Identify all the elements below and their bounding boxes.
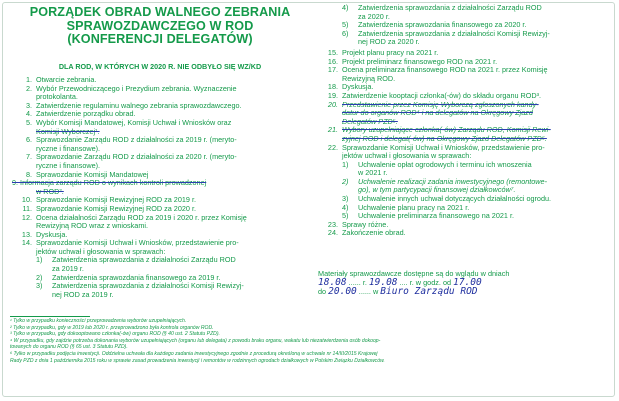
text-r: r.	[362, 278, 367, 287]
footnote-divider	[10, 316, 90, 317]
subitem-number: 5)	[342, 211, 349, 221]
subitem-text: Uchwalenie opłat ogrodowych i terminu ich wnoszenia	[358, 159, 532, 169]
item-number: 13.	[21, 229, 32, 239]
materials-place-line: do 20.00 ...... w Biuro Zarządu ROD	[318, 286, 478, 297]
footnote: ² Tylko w przypadku, gdy w 2019 lub 2020 r. przeprowadzono była kontrola organów ROD.	[10, 324, 214, 331]
subitem-number: 2)	[342, 176, 349, 186]
agenda-subitem	[318, 161, 612, 178]
item-number: 7.	[25, 152, 32, 162]
item-text: Zakończenie obrad.	[342, 228, 406, 238]
item-text: ryczne i finansowe).	[36, 160, 101, 170]
agenda-item	[318, 229, 612, 238]
item-number: 15.	[327, 47, 338, 57]
subitem-text: za 2020 r.	[358, 11, 390, 21]
footnote: ⁴ W przypadku, gdy zajdzie potrzeba dokonania wyborów uzupełniających (organu lub delegata) z powodu braku organu, wakatu lub niezatwierdzenia osób dokoop-	[10, 337, 381, 344]
footnote: ³ Tylko w przypadku, gdy dokooptowano członka(-ów) organu ROD (§ 40 ust. 2 Statutu PZD).	[10, 331, 220, 338]
item-number: 6.	[25, 135, 32, 145]
item-number: 18.	[327, 82, 338, 92]
item-number: 5.	[25, 117, 32, 127]
item-text: jektów uchwał i głosowania w sprawach:	[342, 151, 472, 161]
footnotes	[10, 318, 606, 364]
subitem-number: 2)	[36, 272, 43, 282]
subitem-number: 1)	[342, 159, 349, 169]
agenda-item	[318, 66, 612, 83]
item-text: Rewizyjną ROD wraz z wnioskami.	[36, 221, 148, 231]
subitem-text: Uchwalenie innych uchwał dotyczących działalności ogrodu.	[358, 194, 552, 204]
subitem-text: w 2021 r.	[358, 168, 388, 178]
item-text: Dyskusja.	[36, 229, 68, 239]
item-text: Sprawozdanie Komisji Rewizyjnej ROD za 2020 r.	[36, 203, 196, 213]
page-title	[12, 6, 308, 47]
item-text: Zatwierdzenie regulaminu walnego zebrania sprawozdawczego.	[36, 100, 242, 110]
subitem-number: 1)	[36, 255, 43, 265]
item-number: 2.	[25, 83, 32, 93]
struck-text: datur do organów ROD⁴ i na delegatów na Okręgowy Zjazd	[342, 108, 533, 118]
handwritten-date-to: 19.08	[368, 277, 398, 288]
item-text: Ocena preliminarza finansowego ROD na 2021 r. przez Komisję	[342, 65, 548, 75]
text-w: w	[372, 287, 379, 296]
item-number: 3.	[25, 100, 32, 110]
subitem-text: Zatwierdzenia sprawozdania finansowego za 2019 r.	[52, 272, 221, 282]
item-text: Wybór Komisji Mandatowej, Komisji Uchwał i Wniosków oraz	[36, 117, 232, 127]
agenda-item	[12, 214, 308, 231]
agenda-item	[318, 144, 612, 161]
footnote: towanych do organu ROD (§ 65 ust. 3 Statutu PZD).	[10, 344, 128, 351]
item-text: Sprawy różne.	[342, 219, 389, 229]
item-text: Zatwierdzenie kooptacji członka(-ów) do składu organu ROD³.	[342, 90, 542, 100]
subitem-text: nej ROD za 2020 r.	[358, 37, 420, 47]
agenda-item	[12, 153, 308, 170]
item-text: Projekt planu pracy na 2021 r.	[342, 47, 439, 57]
subitem-number: 4)	[342, 3, 349, 12]
subitem-text: Uchwalenie preliminarza finansowego na 2021 r.	[358, 211, 514, 221]
item-number: 8.	[25, 169, 32, 179]
page-subtitle: DLA ROD, W KTÓRYCH W 2020 R. NIE ODBYŁO SIĘ WZ/KD	[58, 62, 262, 71]
footnote: ¹ Tylko w przypadku konieczności przeprowadzenia wyborów uzupełniających.	[10, 318, 187, 324]
item-text: Sprawozdanie Komisji Uchwał i Wniosków, przedstawienie pro-	[342, 142, 545, 152]
agenda-item	[12, 239, 308, 256]
subitem-number: 3)	[36, 281, 43, 291]
agenda-left-column	[12, 76, 308, 299]
subitem-text: Zatwierdzenia sprawozdania z działalności Komisji Rewizyj-	[358, 28, 550, 38]
agenda-subitem	[318, 4, 612, 21]
struck-text: Wybory uzupełniające członka(-ów) Zarządu ROD, Komisji Rewi-	[342, 125, 551, 135]
item-text: Sprawozdanie Zarządu ROD z działalności za 2020 r. (meryto-	[36, 152, 237, 162]
agenda-right-column	[318, 4, 612, 238]
handwritten-hour-from: 17.00	[453, 277, 482, 288]
title-line-3: (KONFERENCJI DELEGATÓW)	[67, 32, 253, 46]
title-line-1: PORZĄDEK OBRAD WALNEGO ZEBRANIA	[29, 5, 291, 19]
struck-text: w ROD².	[36, 186, 64, 196]
handwritten-date-from: 18.08	[318, 277, 347, 288]
agenda-item-struck	[318, 101, 612, 127]
item-text: Sprawozdanie Zarządu ROD z działalności za 2019 r. (meryto-	[36, 135, 237, 145]
agenda-subitem	[318, 30, 612, 47]
item-text: Ocena działalności Zarządu ROD za 2019 i 2020 r. przez Komisję	[36, 212, 247, 222]
item-number: 17.	[327, 65, 338, 75]
struck-text: 9. Informacja zarządu ROD o wynikach kontroli prowadzonej	[12, 178, 207, 188]
item-number: 16.	[327, 56, 338, 66]
subitem-text: go), w tym partycypacji finansowej działkowców⁷.	[358, 185, 516, 195]
materials-availability	[318, 269, 612, 296]
struck-text: Komisji Wyborczej¹.	[36, 126, 100, 136]
subitem-number: 5)	[342, 20, 349, 30]
subitem-text: Zatwierdzenia sprawozdania z działalności Zarządu ROD	[358, 3, 542, 12]
item-text: Wybór Przewodniczącego i Prezydium zebrania. Wyznaczenie	[36, 83, 237, 93]
item-number: 12.	[21, 212, 32, 222]
agenda-item	[12, 136, 308, 153]
text-do: do	[318, 287, 327, 296]
item-text: Projekt preliminarz finansowego ROD na 2021 r.	[342, 56, 498, 66]
agenda-subitem	[12, 282, 308, 299]
item-text: jektów uchwał i głosowania w sprawach:	[36, 246, 166, 256]
struck-text: zyjnej ROD i delegat(-ów) na Okręgowy Zjazd Delegatów PZD⁶.	[342, 133, 547, 143]
subitem-number: 4)	[342, 202, 349, 212]
struck-text: Delegatów PZD⁵.	[342, 116, 398, 126]
agenda-item	[12, 85, 308, 102]
item-text: ryczne i finansowe).	[36, 143, 101, 153]
item-number: 24.	[327, 228, 338, 238]
handwritten-place: Biuro Zarządu ROD	[380, 286, 478, 297]
title-line-2: SPRAWOZDAWCZEGO W ROD	[66, 18, 254, 33]
item-number: 4.	[25, 109, 32, 119]
item-number: 23.	[327, 219, 338, 229]
agenda-item-struck	[318, 126, 612, 143]
item-number: 14.	[21, 238, 32, 248]
materials-dates-line: 18.08 ...... r. 19.08 .... r. w godz. od 17.00	[318, 277, 482, 288]
item-text: Zatwierdzenie porządku obrad.	[36, 109, 136, 119]
agenda-subitem	[12, 256, 308, 273]
footnote: ⁶ Tylko w przypadku podjęcia inwestycji. Oddzielna uchwała dla każdego zadania inwestycyjnego zgodnie z procedurą określoną w uchwale nr 14/III/2015 Krajowej	[10, 350, 378, 357]
item-text: Sprawozdanie Komisji Rewizyjnej ROD za 2019 r.	[36, 195, 196, 205]
subitem-text: nej ROD za 2019 r.	[52, 289, 114, 299]
subitem-text: Zatwierdzenia sprawozdania z działalności Zarządu ROD	[52, 255, 236, 265]
subitem-text: Zatwierdzenia sprawozdania finansowego za 2020 r.	[358, 20, 527, 30]
item-number: 21.	[327, 125, 338, 135]
item-text: protokolanta.	[36, 92, 78, 102]
materials-line: Materiały sprawozdawcze dostępne są do wglądu w dniach	[318, 269, 510, 278]
subitem-text: Uchwalenie realizacji zadania inwestycyjnego (remontowe-	[358, 176, 547, 186]
item-text: Sprawozdanie Komisji Uchwał i Wniosków, przedstawienie pro-	[36, 238, 239, 248]
subitem-text: Uchwalenie planu pracy na 2021 r.	[358, 202, 470, 212]
subitem-number: 6)	[342, 28, 349, 38]
subitem-text: Zatwierdzenia sprawozdania z działalności Komisji Rewizyj-	[52, 281, 244, 291]
item-number: 20.	[327, 99, 338, 109]
item-text: Rewizyjną ROD.	[342, 73, 396, 83]
agenda-item	[12, 171, 308, 197]
subitem-number: 3)	[342, 194, 349, 204]
item-number: 19.	[327, 90, 338, 100]
item-text: Otwarcie zebrania.	[36, 75, 97, 84]
footnote: Rady PZD z dnia 1 października 2015 roku w sprawie zasad prowadzenia inwestycji i remontów w rodzinnych ogrodach działkowych w Polskim Związku Działkowców.	[10, 357, 385, 364]
item-text: Sprawozdanie Komisji Mandatowej	[36, 169, 149, 179]
item-number: 22.	[327, 142, 338, 152]
subitem-text: za 2019 r.	[52, 264, 84, 274]
agenda-subitem	[318, 178, 612, 195]
item-number: 1.	[25, 75, 32, 84]
item-number: 10.	[21, 195, 32, 205]
handwritten-hour-to: 20.00	[328, 286, 357, 297]
text-godz: r. w godz. od	[409, 278, 452, 287]
struck-text: Przedstawienie przez Komisję Wyborczą zgłoszonych kandy-	[342, 99, 539, 109]
item-text: Dyskusja.	[342, 82, 374, 92]
item-number: 11.	[22, 203, 32, 213]
agenda-item	[12, 119, 308, 136]
